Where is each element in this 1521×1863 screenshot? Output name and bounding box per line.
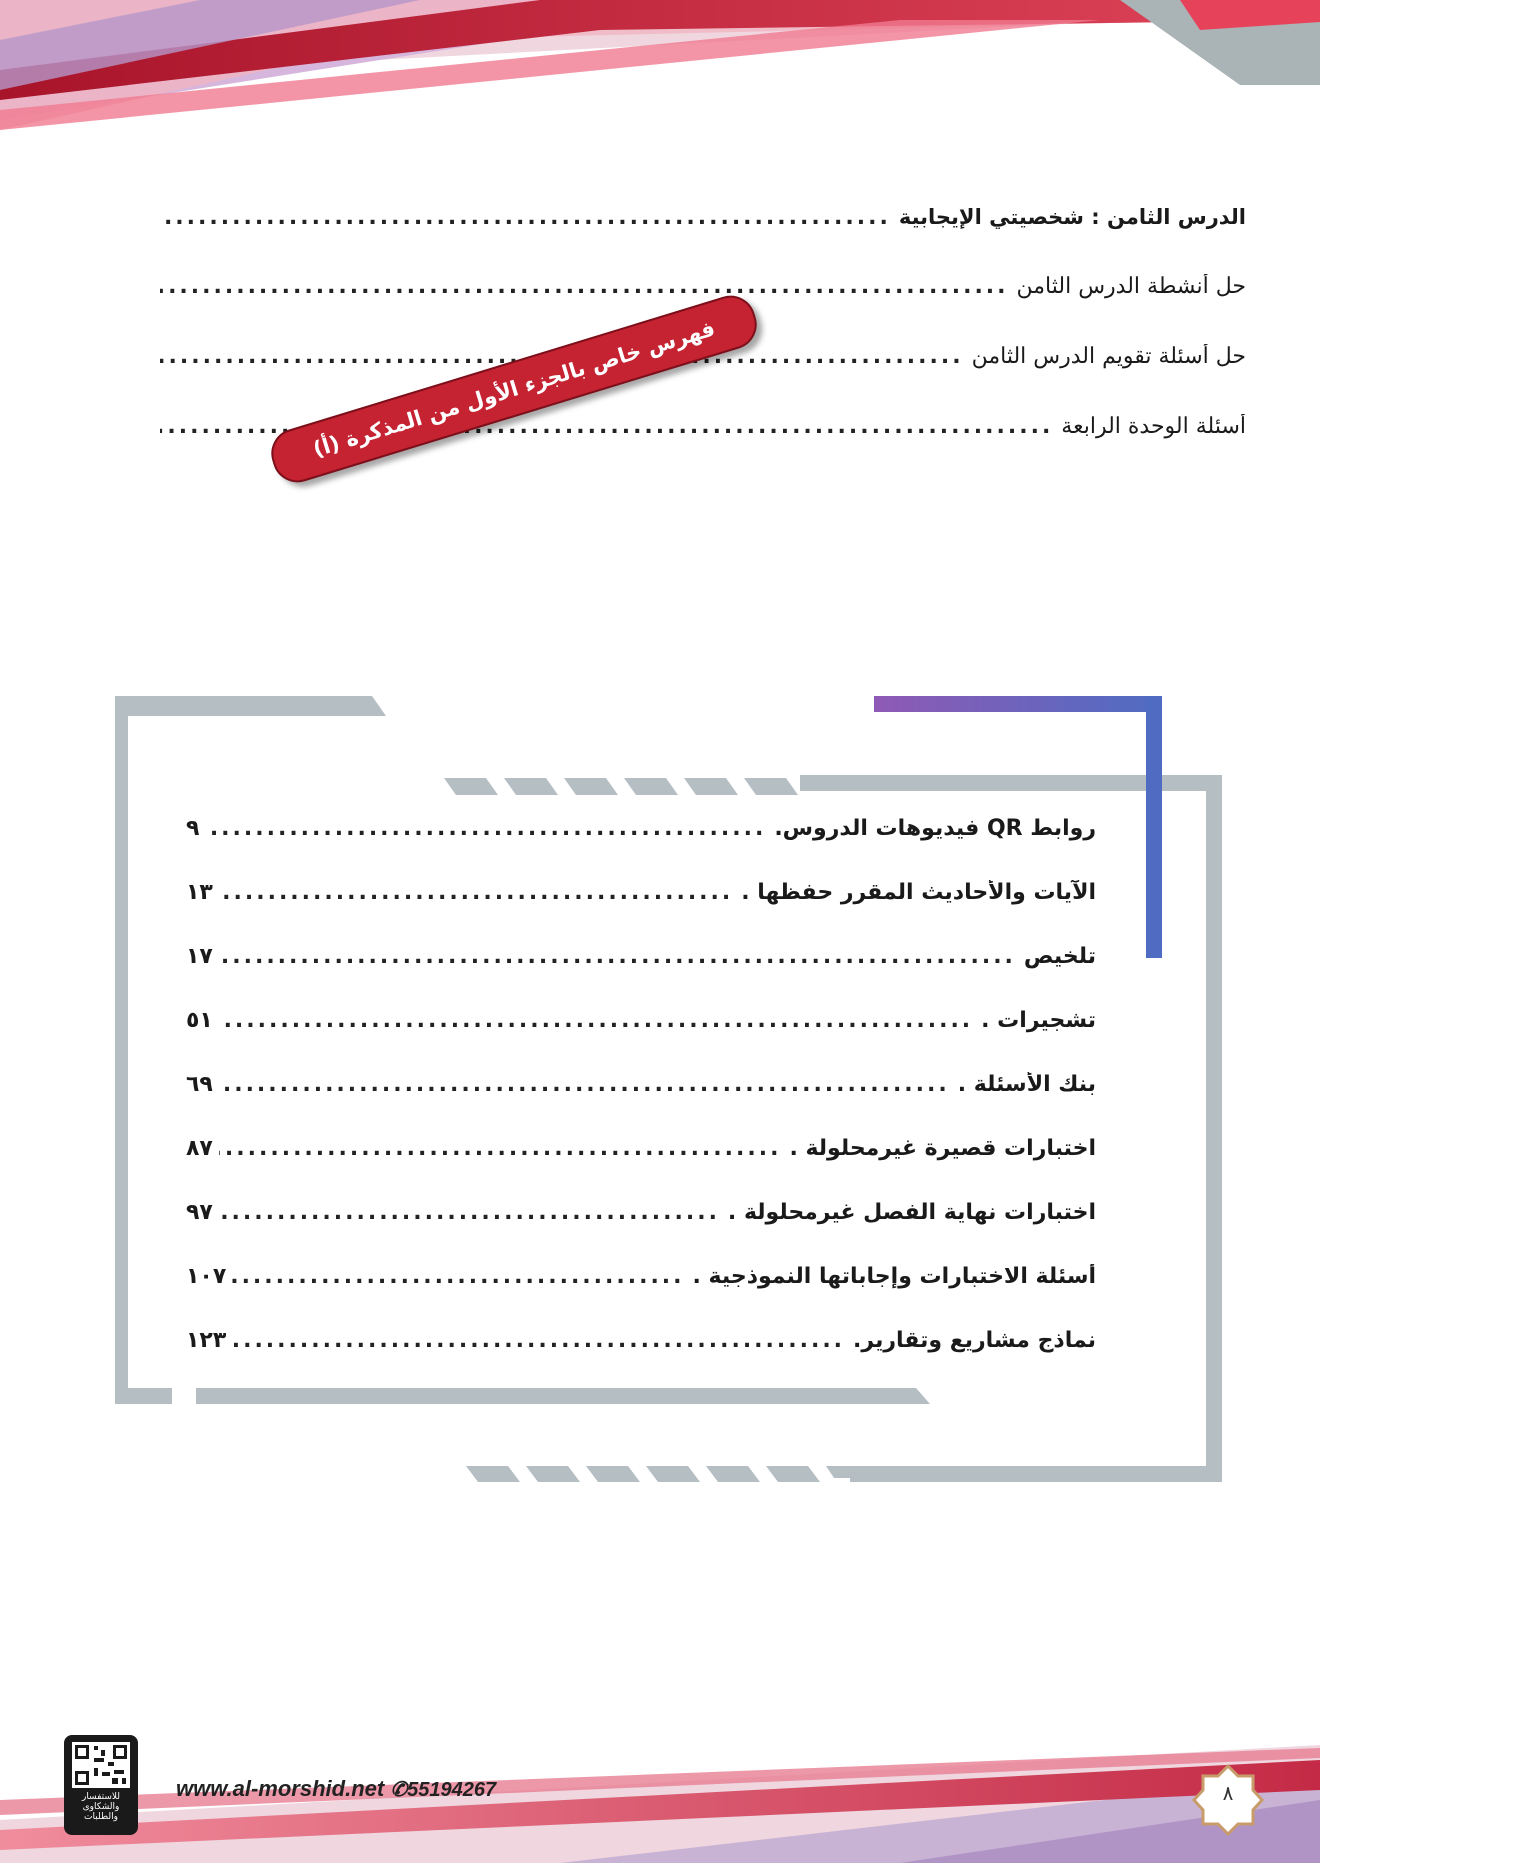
toc-row: حل أسئلة تقويم الدرس الثامن ..... xyxy=(160,344,1246,369)
phone-number: ✆55194267 xyxy=(390,1779,497,1801)
page-number: ٨ xyxy=(1222,1781,1234,1805)
dot-leader xyxy=(160,274,1009,299)
dot-leader xyxy=(219,1136,782,1161)
footer-contact xyxy=(176,1776,496,1802)
toc-row: روابط QR فيديوهات الدروس. ..... ٩ xyxy=(186,816,1096,841)
index-ribbon: فهرس خاص بالجزء الأول من المذكرة (أ) xyxy=(265,290,763,489)
toc-row: حل أنشطة الدرس الثامن ..... xyxy=(160,274,1246,299)
dot-leader xyxy=(232,1328,845,1353)
dot-leader xyxy=(219,1200,720,1225)
qr-caption: للاستفسار والشكاوى والطلبات xyxy=(81,1792,121,1822)
toc-row: اختبارات قصيرة غيرمحلولة . ..... ٨٧ xyxy=(186,1136,1096,1161)
dot-leader xyxy=(232,1264,684,1289)
toc-row: نماذج مشاريع وتقارير. ..... ١٢٣ xyxy=(186,1328,1096,1353)
lesson-eight-heading: الدرس الثامن : شخصيتي الإيجابية ..... xyxy=(160,205,1246,230)
dot-leader xyxy=(205,816,766,841)
dot-leader xyxy=(219,1072,950,1097)
dot-leader xyxy=(219,1008,973,1033)
dot-leader xyxy=(219,880,733,905)
stripe-decoration-bottom xyxy=(466,1466,876,1482)
toc-row: تشجيرات . ..... ٥١ xyxy=(186,1008,1096,1033)
toc-row: بنك الأسئلة . ..... ٦٩ xyxy=(186,1072,1096,1097)
toc-row: أسئلة الوحدة الرابعة ..... xyxy=(160,414,1246,439)
toc-row: الآيات والأحاديث المقرر حفظها . ..... ١٣ xyxy=(186,880,1096,905)
header-banner xyxy=(0,0,1320,130)
dot-leader xyxy=(160,205,891,230)
dot-leader xyxy=(219,944,1016,969)
toc-row: تلخيص ..... ١٧ xyxy=(186,944,1096,969)
website-link[interactable]: www.al-morshid.net xyxy=(176,1776,385,1801)
toc-row: اختبارات نهاية الفصل غيرمحلولة . ..... ٩٧ xyxy=(186,1200,1096,1225)
footer-banner xyxy=(0,1745,1320,1863)
toc-row: أسئلة الاختبارات وإجاباتها النموذجية . ..... ١٠٧ xyxy=(186,1264,1096,1289)
stripe-decoration-top xyxy=(444,778,798,795)
